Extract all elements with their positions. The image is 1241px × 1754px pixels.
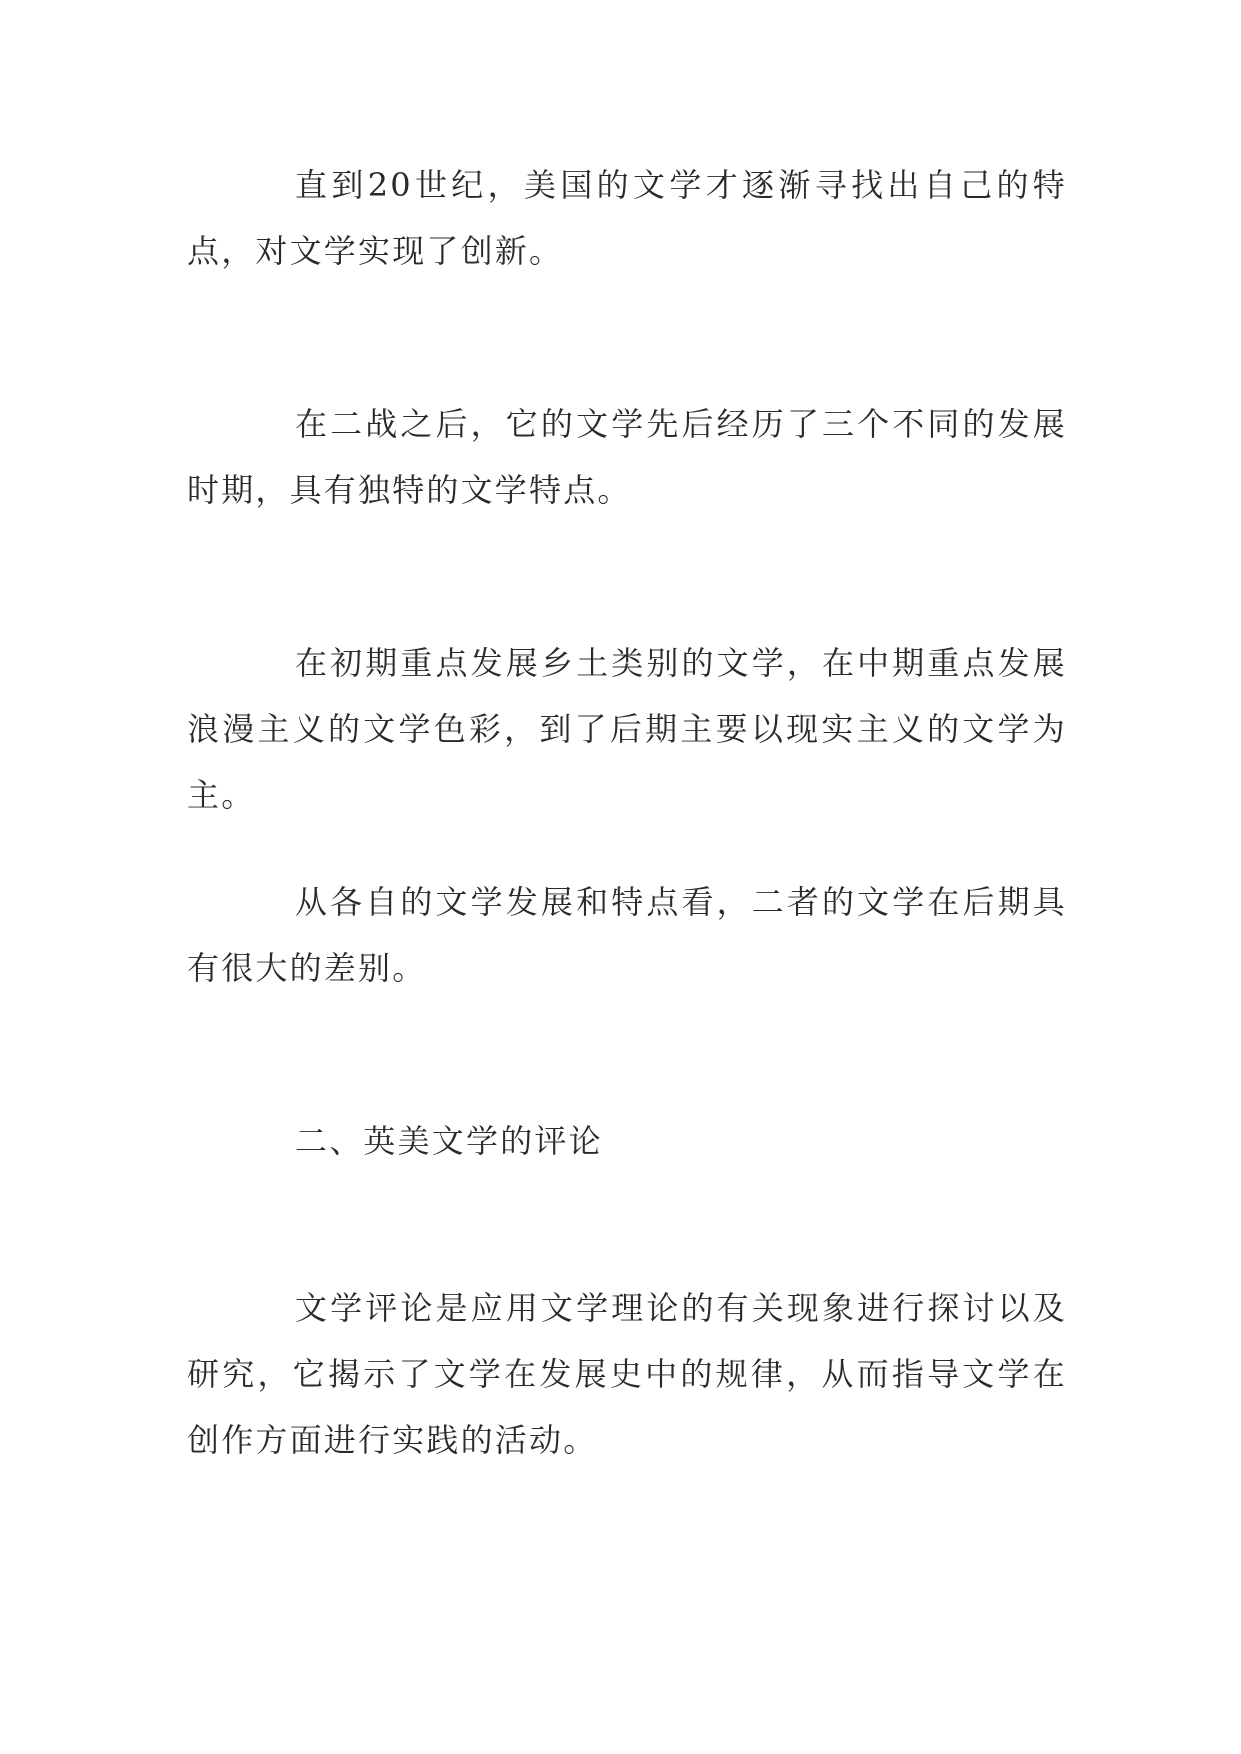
section-heading: 二、英美文学的评论: [295, 1122, 603, 1160]
body-paragraph: 直到20世纪，美国的文学才逐渐寻找出自己的特点，对文学实现了创新。: [187, 166, 1067, 270]
body-paragraph: 从各自的文学发展和特点看，二者的文学在后期具有很大的差别。: [187, 883, 1067, 987]
body-paragraph: 在二战之后，它的文学先后经历了三个不同的发展时期，具有独特的文学特点。: [187, 405, 1067, 509]
body-paragraph: 在初期重点发展乡土类别的文学，在中期重点发展浪漫主义的文学色彩，到了后期主要以现实主义的文学为主。: [187, 644, 1067, 814]
body-paragraph: 文学评论是应用文学理论的有关现象进行探讨以及研究，它揭示了文学在发展史中的规律，从而指导文学在创作方面进行实践的活动。: [187, 1289, 1067, 1459]
